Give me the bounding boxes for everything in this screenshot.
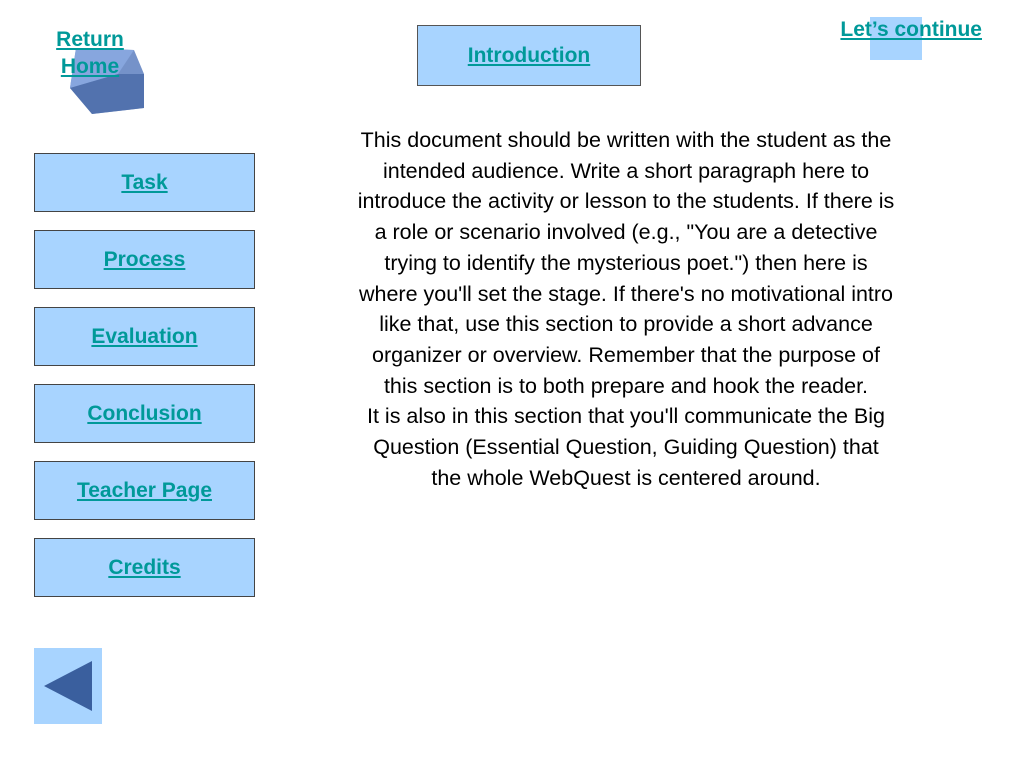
continue-label[interactable]: Let’s continue [840, 18, 982, 41]
return-home-line1[interactable]: Return [56, 28, 124, 51]
intro-body [356, 125, 896, 493]
nav-label-evaluation[interactable]: Evaluation [91, 324, 198, 348]
nav-label-credits[interactable]: Credits [108, 555, 181, 579]
nav-button-task[interactable] [34, 153, 255, 212]
nav-button-evaluation[interactable] [34, 307, 255, 366]
return-home-line2[interactable]: Home [60, 55, 120, 78]
nav-label-process[interactable]: Process [103, 247, 186, 271]
nav-label-conclusion[interactable]: Conclusion [87, 401, 202, 425]
back-button[interactable] [34, 648, 102, 724]
page-title-box[interactable] [417, 25, 641, 86]
nav-label-teacher-page[interactable]: Teacher Page [76, 478, 212, 502]
return-home[interactable] [40, 26, 150, 106]
nav-button-process[interactable] [34, 230, 255, 289]
intro-paragraph-2: It is also in this section that you'll communicate the Big Question (Essential Question, Guiding Question) that the whole WebQuest is centered around. [367, 404, 885, 490]
back-arrow-icon [34, 648, 102, 724]
nav-button-teacher-page[interactable] [34, 461, 255, 520]
return-home-label[interactable] [40, 26, 140, 80]
page-title[interactable]: Introduction [467, 43, 591, 67]
nav-button-conclusion[interactable] [34, 384, 255, 443]
continue-link[interactable] [800, 14, 1000, 64]
intro-paragraph-1: This document should be written with the student as the intended audience. Write a short paragraph here to introduce the activity or lesson to the students. If there is a role or scenario involved (e.g., "You are a detective trying to identify the mysterious poet.") then here is where you'll set the stage. If there's no motivational intro like that, use this section to provide a short advance organizer or overview. Remember that the purpose of this section is to both prepare and hook the reader. [357, 128, 895, 398]
nav-label-task[interactable]: Task [121, 170, 168, 194]
nav-button-credits[interactable] [34, 538, 255, 597]
